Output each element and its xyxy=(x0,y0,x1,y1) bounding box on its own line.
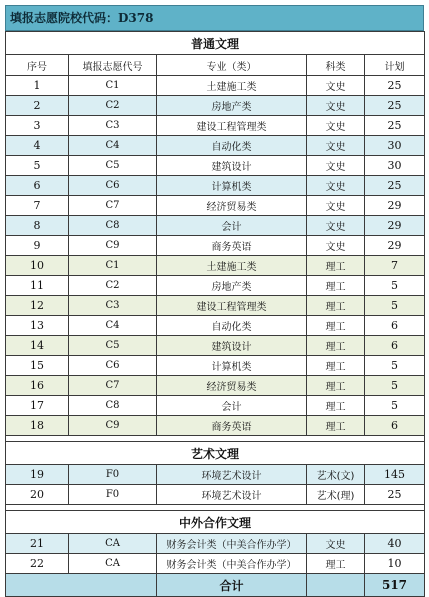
table-row xyxy=(6,336,425,356)
choice-code: C2 xyxy=(69,96,157,116)
major-name: 土建施工类 xyxy=(157,76,307,96)
section-title: 普通文理 xyxy=(6,32,425,55)
plan-quota: 29 xyxy=(365,236,425,256)
major-name: 建设工程管理类 xyxy=(157,116,307,136)
table-row xyxy=(6,356,425,376)
row-index: 2 xyxy=(6,96,69,116)
choice-code: C8 xyxy=(69,396,157,416)
choice-code: CA xyxy=(69,534,157,554)
major-name: 自动化类 xyxy=(157,316,307,336)
row-index: 14 xyxy=(6,336,69,356)
major-name: 建筑设计 xyxy=(157,336,307,356)
subject-category: 文史 xyxy=(307,216,365,236)
section-title: 艺术文理 xyxy=(6,442,425,465)
plan-quota: 25 xyxy=(365,96,425,116)
enrollment-plan-table xyxy=(5,31,425,597)
total-label: 合计 xyxy=(157,574,307,597)
major-name: 计算机类 xyxy=(157,356,307,376)
major-name: 商务英语 xyxy=(157,236,307,256)
plan-quota: 5 xyxy=(365,276,425,296)
total-blank xyxy=(307,574,365,597)
column-header-row xyxy=(6,55,425,76)
subject-category: 艺术(理) xyxy=(307,485,365,505)
choice-code: C7 xyxy=(69,196,157,216)
subject-category: 文史 xyxy=(307,236,365,256)
plan-quota: 25 xyxy=(365,176,425,196)
plan-quota: 5 xyxy=(365,396,425,416)
table-row xyxy=(6,276,425,296)
major-name: 商务英语 xyxy=(157,416,307,436)
plan-quota: 30 xyxy=(365,136,425,156)
table-row xyxy=(6,534,425,554)
choice-code: C4 xyxy=(69,136,157,156)
subject-category: 理工 xyxy=(307,336,365,356)
subject-category: 文史 xyxy=(307,136,365,156)
table-row xyxy=(6,256,425,276)
plan-quota: 10 xyxy=(365,554,425,574)
row-index: 12 xyxy=(6,296,69,316)
plan-quota: 6 xyxy=(365,316,425,336)
section-title: 中外合作文理 xyxy=(6,511,425,534)
subject-category: 理工 xyxy=(307,376,365,396)
major-name: 财务会计类（中美合作办学） xyxy=(157,554,307,574)
row-index: 11 xyxy=(6,276,69,296)
choice-code: C7 xyxy=(69,376,157,396)
table-row xyxy=(6,416,425,436)
plan-quota: 30 xyxy=(365,156,425,176)
subject-category: 文史 xyxy=(307,534,365,554)
row-index: 5 xyxy=(6,156,69,176)
choice-code: F0 xyxy=(69,465,157,485)
table-row xyxy=(6,116,425,136)
total-blank xyxy=(6,574,157,597)
row-index: 22 xyxy=(6,554,69,574)
table-row xyxy=(6,176,425,196)
table-row xyxy=(6,316,425,336)
choice-code: C8 xyxy=(69,216,157,236)
plan-quota: 6 xyxy=(365,416,425,436)
row-index: 15 xyxy=(6,356,69,376)
institution-code-title: 填报志愿院校代码：D378 xyxy=(5,5,424,31)
table-row xyxy=(6,485,425,505)
table-row xyxy=(6,136,425,156)
table-row xyxy=(6,216,425,236)
choice-code: C5 xyxy=(69,156,157,176)
subject-category: 艺术(文) xyxy=(307,465,365,485)
column-header: 科类 xyxy=(307,55,365,76)
subject-category: 理工 xyxy=(307,356,365,376)
choice-code: C9 xyxy=(69,416,157,436)
choice-code: C3 xyxy=(69,296,157,316)
table-row xyxy=(6,236,425,256)
major-name: 会计 xyxy=(157,396,307,416)
row-index: 9 xyxy=(6,236,69,256)
major-name: 计算机类 xyxy=(157,176,307,196)
choice-code: F0 xyxy=(69,485,157,505)
major-name: 房地产类 xyxy=(157,96,307,116)
plan-quota: 29 xyxy=(365,196,425,216)
row-index: 20 xyxy=(6,485,69,505)
subject-category: 理工 xyxy=(307,256,365,276)
plan-quota: 25 xyxy=(365,76,425,96)
subject-category: 文史 xyxy=(307,96,365,116)
subject-category: 理工 xyxy=(307,396,365,416)
column-header: 序号 xyxy=(6,55,69,76)
column-header: 填报志愿代号 xyxy=(69,55,157,76)
choice-code: C1 xyxy=(69,256,157,276)
section-row xyxy=(6,511,425,534)
row-index: 16 xyxy=(6,376,69,396)
total-row xyxy=(6,574,425,597)
row-index: 18 xyxy=(6,416,69,436)
section-row xyxy=(6,32,425,55)
subject-category: 文史 xyxy=(307,196,365,216)
table-row xyxy=(6,96,425,116)
major-name: 会计 xyxy=(157,216,307,236)
major-name: 自动化类 xyxy=(157,136,307,156)
subject-category: 理工 xyxy=(307,276,365,296)
choice-code: C5 xyxy=(69,336,157,356)
row-index: 3 xyxy=(6,116,69,136)
table-row xyxy=(6,156,425,176)
major-name: 土建施工类 xyxy=(157,256,307,276)
table-row xyxy=(6,296,425,316)
section-row xyxy=(6,442,425,465)
choice-code: C3 xyxy=(69,116,157,136)
table-row xyxy=(6,196,425,216)
total-value: 517 xyxy=(365,574,425,597)
subject-category: 理工 xyxy=(307,316,365,336)
major-name: 经济贸易类 xyxy=(157,376,307,396)
subject-category: 文史 xyxy=(307,116,365,136)
plan-quota: 25 xyxy=(365,116,425,136)
major-name: 环境艺术设计 xyxy=(157,485,307,505)
subject-category: 理工 xyxy=(307,416,365,436)
choice-code: CA xyxy=(69,554,157,574)
plan-quota: 5 xyxy=(365,296,425,316)
major-name: 房地产类 xyxy=(157,276,307,296)
plan-quota: 6 xyxy=(365,336,425,356)
row-index: 21 xyxy=(6,534,69,554)
plan-quota: 25 xyxy=(365,485,425,505)
row-index: 13 xyxy=(6,316,69,336)
row-index: 1 xyxy=(6,76,69,96)
plan-quota: 5 xyxy=(365,376,425,396)
subject-category: 理工 xyxy=(307,554,365,574)
row-index: 7 xyxy=(6,196,69,216)
table-body xyxy=(6,32,425,597)
subject-category: 文史 xyxy=(307,156,365,176)
plan-quota: 7 xyxy=(365,256,425,276)
row-index: 4 xyxy=(6,136,69,156)
choice-code: C1 xyxy=(69,76,157,96)
plan-quota: 5 xyxy=(365,356,425,376)
choice-code: C9 xyxy=(69,236,157,256)
row-index: 17 xyxy=(6,396,69,416)
table-row xyxy=(6,554,425,574)
major-name: 财务会计类（中美合作办学） xyxy=(157,534,307,554)
row-index: 6 xyxy=(6,176,69,196)
major-name: 经济贸易类 xyxy=(157,196,307,216)
table-row xyxy=(6,396,425,416)
major-name: 建设工程管理类 xyxy=(157,296,307,316)
plan-quota: 145 xyxy=(365,465,425,485)
row-index: 8 xyxy=(6,216,69,236)
row-index: 19 xyxy=(6,465,69,485)
column-header: 计划 xyxy=(365,55,425,76)
choice-code: C6 xyxy=(69,356,157,376)
plan-quota: 40 xyxy=(365,534,425,554)
column-header: 专业（类） xyxy=(157,55,307,76)
table-row xyxy=(6,76,425,96)
subject-category: 文史 xyxy=(307,176,365,196)
choice-code: C4 xyxy=(69,316,157,336)
admission-plan-document xyxy=(5,5,424,597)
table-row xyxy=(6,376,425,396)
major-name: 建筑设计 xyxy=(157,156,307,176)
subject-category: 文史 xyxy=(307,76,365,96)
major-name: 环境艺术设计 xyxy=(157,465,307,485)
row-index: 10 xyxy=(6,256,69,276)
subject-category: 理工 xyxy=(307,296,365,316)
table-row xyxy=(6,465,425,485)
choice-code: C6 xyxy=(69,176,157,196)
plan-quota: 29 xyxy=(365,216,425,236)
choice-code: C2 xyxy=(69,276,157,296)
